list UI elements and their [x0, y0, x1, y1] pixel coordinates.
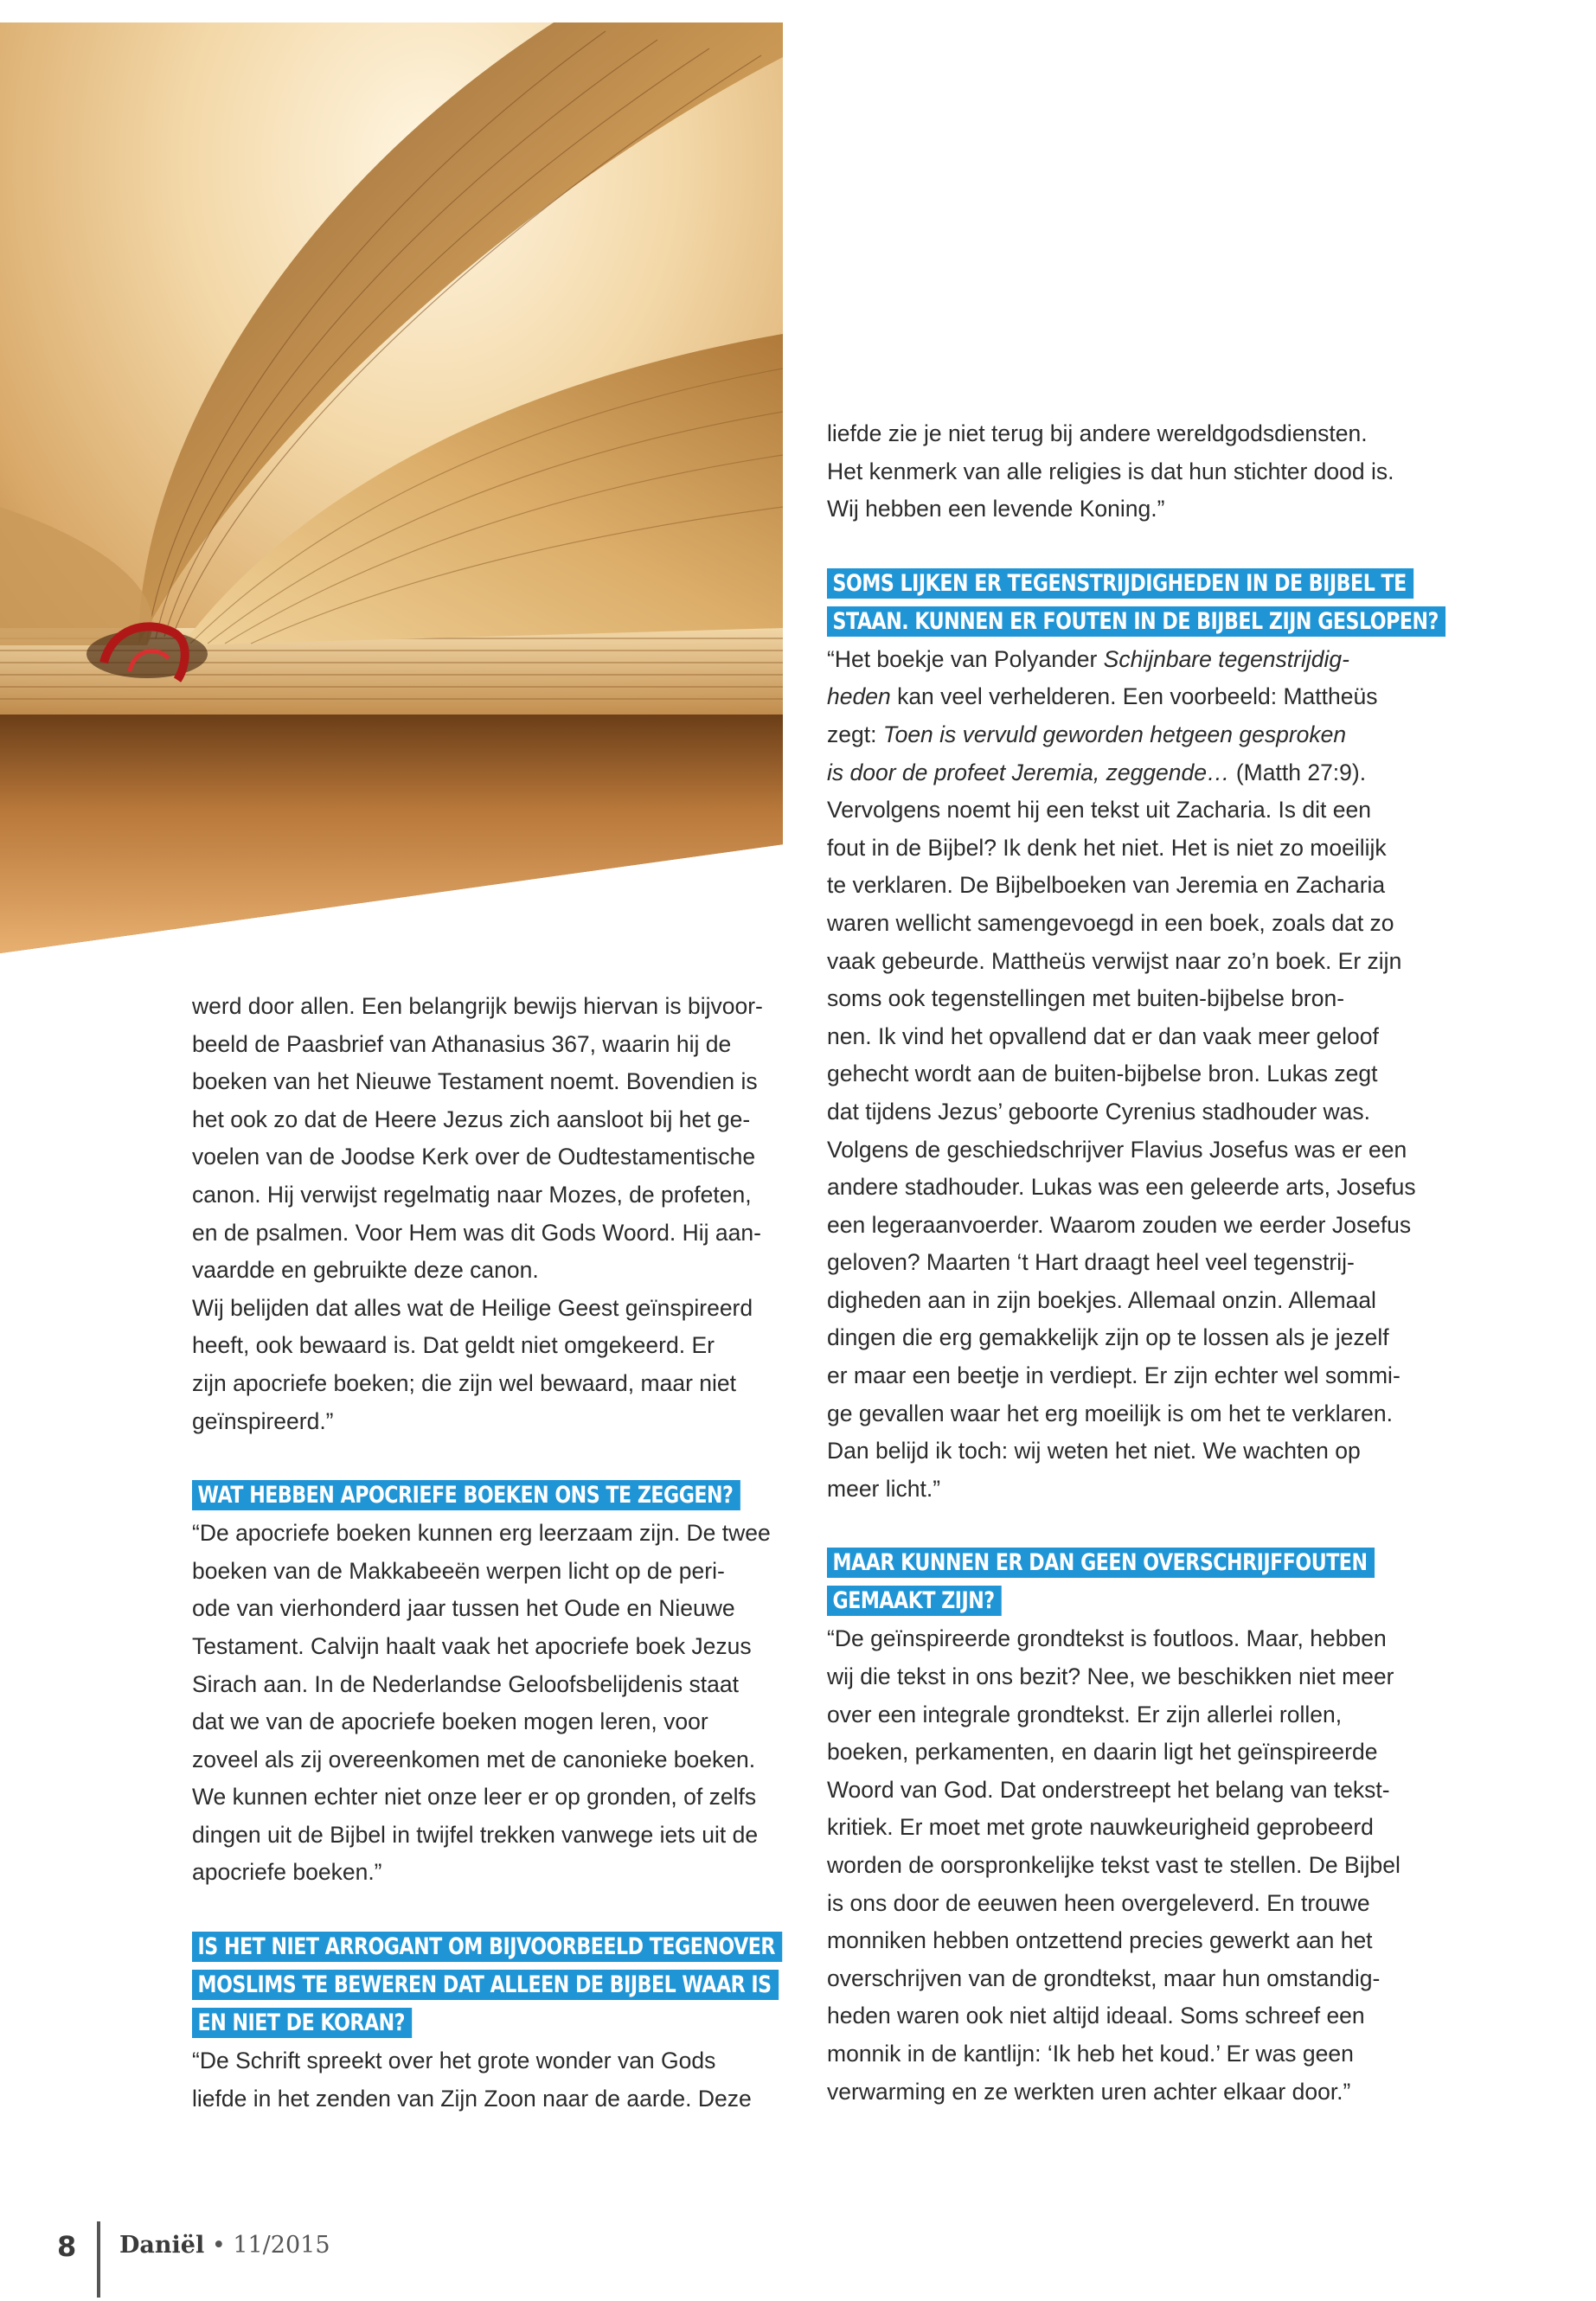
text-line: ge gevallen waar het erg moeilijk is om het te verklaren.	[827, 1400, 1393, 1426]
text-line: een legeraanvoerder. Waarom zouden we eerder Josefus	[827, 1211, 1412, 1238]
footer-divider	[97, 2221, 100, 2298]
heading-line: EN NIET DE KORAN?	[192, 2008, 412, 2038]
text-line: waren wellicht samengevoegd in een boek, zoals dat zo	[827, 909, 1394, 936]
issue-number: 11/2015	[233, 2232, 330, 2259]
left-intro-paragraph	[192, 988, 798, 1440]
text-line: liefde in het zenden van Zijn Zoon naar de aarde. Deze	[192, 2085, 752, 2112]
text-line: meer licht.”	[827, 1475, 941, 1502]
question-heading-copy-errors	[827, 1544, 1368, 1620]
text-line: Woord van God. Dat onderstreept het belang van tekst-	[827, 1776, 1390, 1803]
text-line: verwarming en ze werkten uren achter elkaar door.”	[827, 2078, 1351, 2105]
text-run: “Het boekje van Polyander	[827, 645, 1104, 672]
text-line: andere stadhouder. Lukas was een geleerde arts, Josefus	[827, 1174, 1416, 1201]
text-line	[827, 678, 1450, 716]
text-line: te verklaren. De Bijbelboeken van Jeremia en Zacharia	[827, 872, 1386, 899]
text-line: over een integrale grondtekst. Er zijn allerlei rollen,	[827, 1701, 1343, 1727]
heading-line: GEMAAKT ZIJN?	[827, 1586, 1002, 1616]
question-heading-apocrypha	[192, 1477, 734, 1515]
text-line: vaak gebeurde. Mattheüs verwijst naar zo’n boek. Er zijn	[827, 947, 1402, 974]
question-heading-contradictions	[827, 565, 1439, 641]
text-line: apocriefe boeken.”	[192, 1859, 382, 1886]
heading-line: IS HET NIET ARROGANT OM BIJVOORBEELD TEGENOVER	[192, 1932, 782, 1962]
text-line: digheden aan in zijn boekjes. Allemaal onzin. Allemaal	[827, 1286, 1376, 1313]
text-line: Sirach aan. In de Nederlandse Geloofsbelijdenis staat	[192, 1670, 739, 1697]
text-line: dat we van de apocriefe boeken mogen leren, voor	[192, 1708, 708, 1735]
text-line: beeld de Paasbrief van Athanasius 367, waarin hij de	[192, 1030, 732, 1057]
question-heading-arrogant	[192, 1928, 775, 2042]
answer-apocrypha	[192, 1515, 798, 1892]
text-run: kan veel verhelderen. Een voorbeeld: Mattheüs	[890, 683, 1378, 710]
text-line: Wij belijden dat alles wat de Heilige Geest geïnspireerd	[192, 1294, 753, 1321]
text-line: monniken hebben ontzettend precies gewerkt aan het	[827, 1927, 1373, 1954]
text-line: en de psalmen. Voor Hem was dit Gods Woord. Hij aan-	[192, 1219, 761, 1246]
footer-separator: •	[204, 2232, 234, 2259]
answer-arrogant	[192, 2042, 798, 2118]
book-title-italic: Schijnbare tegenstrijdig-	[1103, 645, 1349, 672]
magazine-issue	[119, 2232, 330, 2259]
heading-line: MAAR KUNNEN ER DAN GEEN OVERSCHRIJFFOUTEN	[827, 1548, 1375, 1578]
text-line: boeken van het Nieuwe Testament noemt. Bovendien is	[192, 1068, 758, 1095]
bible-quote-italic: is door de profeet Jeremia, zeggende…	[827, 759, 1230, 785]
text-line: liefde zie je niet terug bij andere wereldgodsdiensten.	[827, 420, 1368, 446]
text-line: geïnspireerd.”	[192, 1407, 334, 1434]
text-line: heden waren ook niet altijd ideaal. Soms schreef een	[827, 2003, 1365, 2029]
heading-line: WAT HEBBEN APOCRIEFE BOEKEN ONS TE ZEGGEN?	[192, 1480, 740, 1510]
book-title-italic: heden	[827, 683, 891, 710]
text-line: heeft, ook bewaard is. Dat geldt niet omgekeerd. Er	[192, 1332, 715, 1359]
text-line	[827, 754, 1450, 792]
text-line: ode van vierhonderd jaar tussen het Oude en Nieuwe	[192, 1595, 735, 1622]
text-line: is ons door de eeuwen heen overgeleverd. En trouwe	[827, 1889, 1370, 1916]
open-book-photo	[0, 22, 783, 953]
left-column	[192, 988, 798, 2118]
text-line: worden de oorspronkelijke tekst vast te stellen. De Bijbel	[827, 1852, 1401, 1878]
text-line: dingen uit de Bijbel in twijfel trekken vanwege iets uit de	[192, 1821, 759, 1848]
text-line: boeken van de Makkabeeën werpen licht op de peri-	[192, 1557, 725, 1584]
text-line: soms ook tegenstellingen met buiten-bijbelse bron-	[827, 985, 1345, 1012]
text-line: er maar een beetje in verdiept. Er zijn echter wel sommi-	[827, 1362, 1401, 1389]
text-line: nen. Ik vind het opvallend dat er dan vaak meer geloof	[827, 1022, 1379, 1049]
text-line: Testament. Calvijn haalt vaak het apocriefe boek Jezus	[192, 1632, 752, 1659]
answer-copy-errors	[827, 1620, 1450, 2111]
text-line: “De apocriefe boeken kunnen erg leerzaam zijn. De twee	[192, 1520, 771, 1547]
text-line: Dan belijd ik toch: wij weten het niet. We wachten op	[827, 1438, 1361, 1465]
text-line: zijn apocriefe boeken; die zijn wel bewaard, maar niet	[192, 1369, 736, 1396]
text-line: voelen van de Joodse Kerk over de Oudtestamentische	[192, 1144, 756, 1170]
text-line	[827, 641, 1450, 679]
text-line: wij die tekst in ons bezit? Nee, we beschikken niet meer	[827, 1663, 1394, 1690]
open-book-illustration	[0, 22, 783, 953]
text-run: (Matth 27:9).	[1229, 759, 1367, 785]
text-line: “De Schrift spreekt over het grote wonder van Gods	[192, 2048, 716, 2074]
text-line: geloven? Maarten ‘t Hart draagt heel veel tegenstrij-	[827, 1249, 1355, 1276]
heading-line: SOMS LIJKEN ER TEGENSTRIJDIGHEDEN IN DE BIJBEL TE	[827, 568, 1413, 599]
text-line: Volgens de geschiedschrijver Flavius Josefus was er een	[827, 1136, 1407, 1163]
text-line: Vervolgens noemt hij een tekst uit Zacharia. Is dit een	[827, 797, 1371, 824]
right-column	[827, 415, 1450, 2111]
answer-contradictions	[827, 641, 1450, 1509]
text-line: canon. Hij verwijst regelmatig naar Mozes, de profeten,	[192, 1181, 752, 1208]
text-line	[827, 716, 1450, 754]
text-line: dat tijdens Jezus’ geboorte Cyrenius stadhouder was.	[827, 1098, 1371, 1125]
text-line: dingen die erg gemakkelijk zijn op te lossen als je jezelf	[827, 1324, 1389, 1351]
text-line: We kunnen echter niet onze leer er op gronden, of zelfs	[192, 1784, 757, 1811]
text-line: zoveel als zij overeenkomen met de canonieke boeken.	[192, 1746, 756, 1772]
magazine-name: Daniël	[119, 2232, 205, 2259]
text-line: gehecht wordt aan de buiten-bijbelse bron. Lukas zegt	[827, 1061, 1378, 1087]
text-line: Het kenmerk van alle religies is dat hun stichter dood is.	[827, 458, 1394, 484]
text-line: werd door allen. Een belangrijk bewijs hiervan is bijvoor-	[192, 993, 763, 1019]
text-line: monnik in de kantlijn: ‘Ik heb het koud.’ Er was geen	[827, 2040, 1354, 2067]
heading-line: STAAN. KUNNEN ER FOUTEN IN DE BIJBEL ZIJN GESLOPEN?	[827, 606, 1445, 637]
text-line: boeken, perkamenten, en daarin ligt het geïnspireerde	[827, 1739, 1378, 1766]
text-line: “De geïnspireerde grondtekst is foutloos. Maar, hebben	[827, 1625, 1387, 1652]
text-line: fout in de Bijbel? Ik denk het niet. Het is niet zo moeilijk	[827, 834, 1387, 861]
right-intro-paragraph	[827, 415, 1450, 529]
bible-quote-italic: Toen is vervuld geworden hetgeen gesproken	[882, 721, 1347, 747]
page-number: 8	[57, 2230, 77, 2263]
heading-line: MOSLIMS TE BEWEREN DAT ALLEEN DE BIJBEL WAAR IS	[192, 1970, 779, 2000]
text-line: Wij hebben een levende Koning.”	[827, 496, 1165, 522]
text-line: het ook zo dat de Heere Jezus zich aansloot bij het ge-	[192, 1106, 751, 1132]
text-run: zegt:	[827, 721, 883, 747]
text-line: overschrijven van de grondtekst, maar hun omstandig-	[827, 1965, 1381, 1991]
text-line: vaardde en gebruikte deze canon.	[192, 1257, 539, 1284]
text-line: kritiek. Er moet met grote nauwkeurigheid geprobeerd	[827, 1814, 1374, 1841]
